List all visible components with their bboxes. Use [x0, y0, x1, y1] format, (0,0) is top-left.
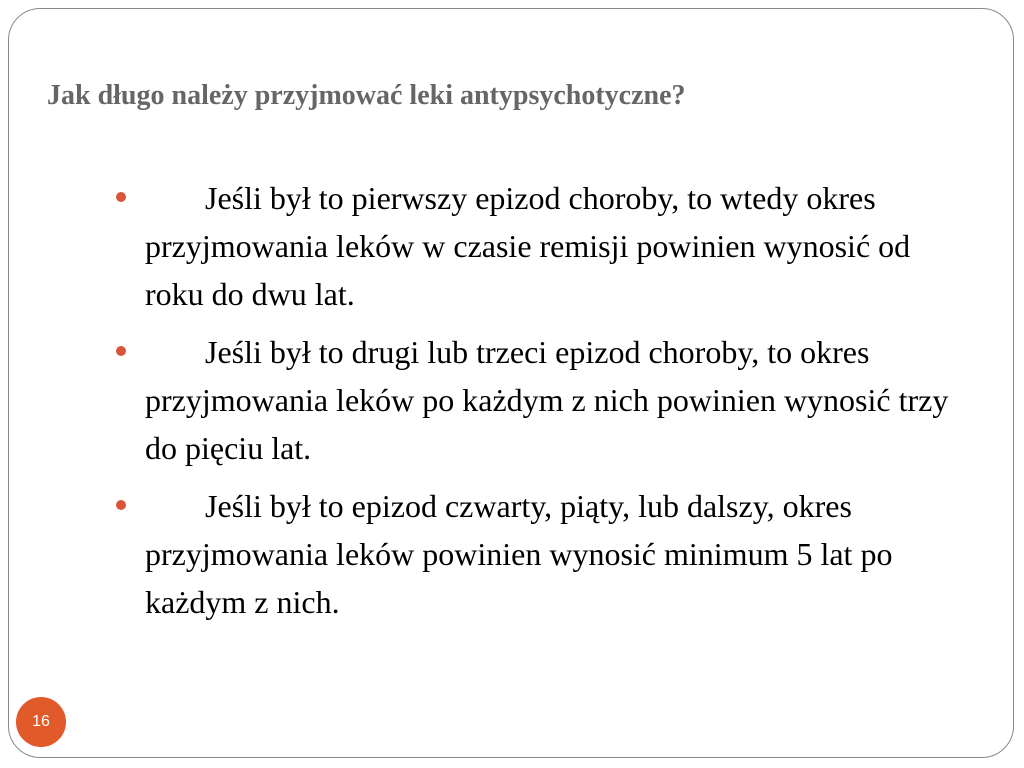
- bullet-text: Jeśli był to pierwszy epizod choroby, to wtedy okres przyjmowania leków w czasie remisji powinien wynosić od roku do dwu lat.: [145, 180, 911, 312]
- bullet-item: [112, 174, 972, 318]
- bullet-marker-icon: [116, 192, 126, 202]
- bullet-item: [112, 482, 972, 626]
- bullet-text: Jeśli był to drugi lub trzeci epizod choroby, to okres przyjmowania leków po każdym z nich powinien wynosić trzy do pięciu lat.: [145, 334, 949, 466]
- bullet-list: [112, 174, 972, 636]
- bullet-text: Jeśli był to epizod czwarty, piąty, lub dalszy, okres przyjmowania leków powinien wynosić minimum 5 lat po każdym z nich.: [145, 488, 893, 620]
- bullet-marker-icon: [116, 346, 126, 356]
- slide-title: Jak długo należy przyjmować leki antypsychotyczne?: [47, 80, 686, 111]
- page-number-badge: 16: [16, 697, 66, 747]
- bullet-marker-icon: [116, 500, 126, 510]
- bullet-item: [112, 328, 972, 472]
